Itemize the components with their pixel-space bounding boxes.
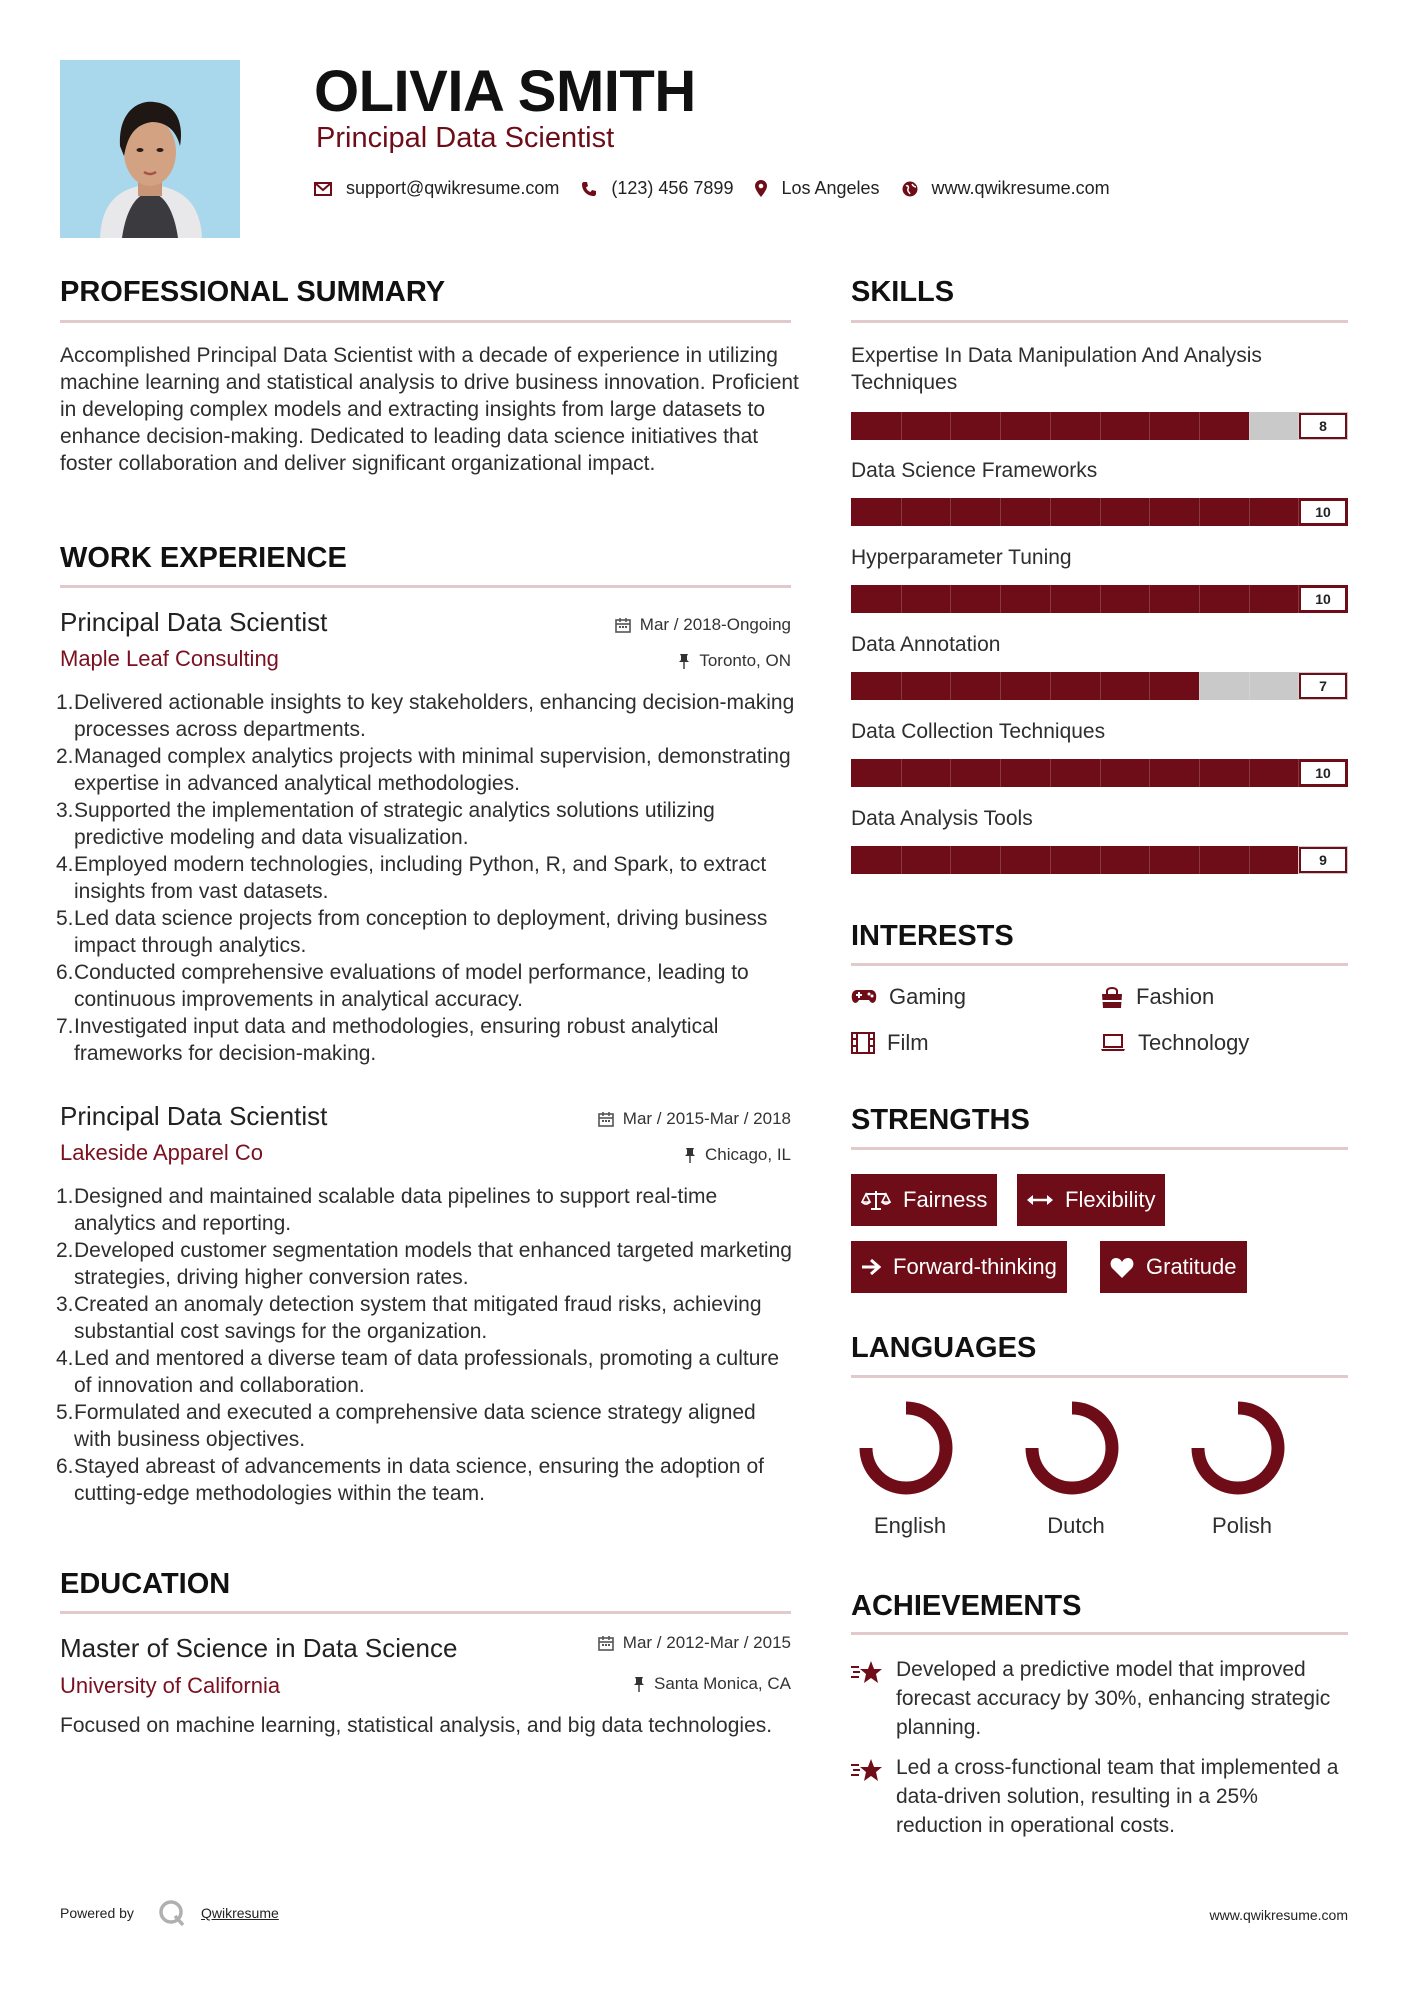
job-dates-text: Mar / 2015-Mar / 2018 — [622, 1109, 791, 1128]
job-title: Principal Data Scientist — [60, 607, 328, 637]
skill-bar-segment — [1149, 498, 1150, 526]
skill-label: Data Analysis Tools — [851, 807, 1033, 830]
summary-text: Accomplished Principal Data Scientist with a decade of experience in utilizing machine learning and statistical analysis to drive business innovation. Proficient in developing complex models and extracting insights from large datasets to enhance decision-making. Dedicated to leading data science initiatives that foster collaboration and deliver significant organizational impact. — [60, 344, 799, 475]
list-item: 6. Conducted comprehensive evaluations of model performance, leading to continuous improvements in analytical accuracy. — [56, 961, 749, 1011]
language-gauge — [856, 1398, 956, 1498]
pushpin-icon — [684, 1147, 696, 1163]
list-item: 1. Delivered actionable insights to key stakeholders, enhancing decision-making processes across departments. — [56, 691, 795, 741]
strength-label: Forward-thinking — [893, 1254, 1057, 1279]
skill-bar-segment — [1199, 585, 1200, 613]
shopping-bag-icon — [1100, 986, 1124, 1008]
interests-heading: INTERESTS — [851, 920, 1014, 952]
strengths-divider — [851, 1147, 1348, 1150]
footer-website[interactable]: www.qwikresume.com — [1209, 1907, 1348, 1923]
skill-bar-segment — [1050, 412, 1051, 440]
interest-label: Gaming — [889, 984, 967, 1009]
languages-divider — [851, 1375, 1348, 1378]
skill-bar — [851, 846, 1348, 874]
summary-heading: PROFESSIONAL SUMMARY — [60, 276, 446, 308]
skill-bar-segment — [1249, 759, 1250, 787]
skill-bar-segment — [1149, 759, 1150, 787]
skill-bar-segment — [1249, 585, 1250, 613]
skill-label: Data Collection Techniques — [851, 720, 1106, 743]
arrows-horizontal-icon — [1027, 1194, 1053, 1206]
skill-bar-segment — [1100, 759, 1101, 787]
phone-icon — [581, 181, 597, 197]
skill-bar-segment — [950, 412, 951, 440]
skill-bar-segment — [1100, 846, 1101, 874]
list-item: 6. Stayed abreast of advancements in data science, ensuring the adoption of cutting-edge methodologies within the team. — [56, 1455, 764, 1505]
achievements-heading: ACHIEVEMENTS — [851, 1590, 1082, 1622]
list-item: 4. Led and mentored a diverse team of data professionals, promoting a culture of innovation and collaboration. — [56, 1347, 780, 1397]
pushpin-icon — [678, 653, 690, 669]
list-item: 3. Supported the implementation of strategic analytics solutions utilizing predictive modeling and data visualization. — [56, 799, 715, 849]
skills-heading: SKILLS — [851, 276, 955, 308]
achievement-text: Led a cross-functional team that implemented a data-driven solution, resulting in a 25% reduction in operational costs. — [896, 1756, 1339, 1837]
skill-bar-segment — [1000, 412, 1001, 440]
list-item: 7. Investigated input data and methodologies, ensuring robust analytical frameworks for decision-making. — [56, 1015, 719, 1065]
strength-label: Gratitude — [1146, 1254, 1237, 1279]
laptop-icon — [1100, 1034, 1126, 1052]
skill-bar-segment — [901, 585, 902, 613]
language-gauge — [1188, 1398, 1288, 1498]
pushpin-icon — [633, 1676, 645, 1692]
skill-label: Data Annotation — [851, 633, 1001, 656]
skill-bar-segment — [1050, 672, 1051, 700]
film-icon — [851, 1032, 875, 1054]
language-gauge — [1022, 1398, 1122, 1498]
skill-bar-segment — [901, 846, 902, 874]
skill-score: 10 — [1299, 499, 1347, 525]
job-location-text: Toronto, ON — [699, 651, 791, 670]
globe-icon — [902, 181, 918, 197]
languages-heading: LANGUAGES — [851, 1332, 1037, 1364]
strength-chip — [1017, 1174, 1165, 1226]
strength-chip — [851, 1174, 997, 1226]
skill-bar — [851, 759, 1348, 787]
list-item: 5. Led data science projects from conception to deployment, driving business impact through analytics. — [56, 907, 768, 957]
list-item: 4. Employed modern technologies, including Python, R, and Spark, to extract insights from vast datasets. — [56, 853, 767, 903]
skill-bar-segment — [1149, 585, 1150, 613]
calendar-icon — [615, 617, 631, 633]
powered-by-label: Powered by — [60, 1905, 134, 1921]
skill-bar-segment — [1249, 498, 1250, 526]
gamepad-icon — [851, 989, 877, 1005]
interest-item — [1100, 1030, 1249, 1056]
skill-bar-segment — [1050, 759, 1051, 787]
achievements-divider — [851, 1632, 1348, 1635]
skill-label: Hyperparameter Tuning — [851, 546, 1072, 569]
list-item: 2. Developed customer segmentation models that enhanced targeted marketing strategies, driving higher conversion rates. — [56, 1239, 792, 1289]
job-bullets — [56, 1183, 796, 1507]
skill-bar-segment — [950, 498, 951, 526]
skill-bar-segment — [901, 759, 902, 787]
skill-bar-segment — [950, 759, 951, 787]
skill-bar-segment — [1050, 498, 1051, 526]
star-achievement-icon — [851, 1660, 883, 1686]
job-location-text: Chicago, IL — [705, 1145, 791, 1164]
skill-bar-segment — [1249, 672, 1250, 700]
qwikresume-logo-icon — [158, 1899, 186, 1927]
skill-score: 8 — [1299, 413, 1347, 439]
contact-bar — [314, 178, 1132, 199]
skill-bar-segment — [1050, 846, 1051, 874]
education-dates — [480, 1633, 791, 1653]
education-heading: EDUCATION — [60, 1568, 231, 1600]
interest-item — [851, 1030, 929, 1056]
skill-bar-segment — [1199, 412, 1200, 440]
job-dates — [480, 1109, 791, 1129]
summary-divider — [60, 320, 791, 323]
job-company: Lakeside Apparel Co — [60, 1140, 264, 1165]
contact-website[interactable] — [902, 178, 1110, 199]
education-divider — [60, 1611, 791, 1614]
skill-score: 7 — [1299, 673, 1347, 699]
skill-bar-segment — [901, 672, 902, 700]
interests-divider — [851, 963, 1348, 966]
skill-bar-segment — [1199, 759, 1200, 787]
skill-bar-segment — [1000, 672, 1001, 700]
strengths-heading: STRENGTHS — [851, 1104, 1030, 1136]
job-location — [480, 651, 791, 671]
arrow-right-icon — [861, 1258, 881, 1276]
language-label: Dutch — [1047, 1513, 1105, 1538]
language-label: Polish — [1212, 1513, 1272, 1538]
profile-photo — [60, 60, 240, 238]
skill-bar-segment — [1249, 846, 1250, 874]
skill-bar-segment — [1149, 672, 1150, 700]
skill-bar-segment — [901, 498, 902, 526]
contact-email-text: support@qwikresume.com — [346, 178, 560, 198]
language-gauge-arc — [1032, 1408, 1112, 1488]
education-school: University of California — [60, 1673, 281, 1698]
skill-bar-segment — [901, 412, 902, 440]
skill-bar-segment — [1000, 585, 1001, 613]
calendar-icon — [598, 1111, 614, 1127]
contact-phone-text: (123) 456 7899 — [611, 178, 734, 198]
skill-bar-segment — [1249, 412, 1250, 440]
job-bullets — [56, 689, 796, 1067]
education-description: Focused on machine learning, statistical analysis, and big data technologies. — [60, 1714, 773, 1737]
skill-bar-segment — [1050, 585, 1051, 613]
skill-label: Expertise In Data Manipulation And Analysis Techniques — [851, 344, 1262, 394]
contact-location-text: Los Angeles — [781, 178, 880, 198]
strength-label: Fairness — [903, 1187, 988, 1212]
skill-bar-segment — [1100, 672, 1101, 700]
education-degree: Master of Science in Data Science — [60, 1633, 458, 1663]
map-marker-icon — [755, 180, 767, 197]
contact-email[interactable] — [314, 178, 559, 199]
language-gauge-arc — [1198, 1408, 1278, 1488]
skill-bar-segment — [1000, 846, 1001, 874]
interest-label: Fashion — [1136, 984, 1215, 1009]
experience-divider — [60, 585, 791, 588]
calendar-icon — [598, 1635, 614, 1651]
skill-bar-segment — [1100, 498, 1101, 526]
job-title: Principal Data Scientist — [60, 1101, 328, 1131]
skill-bar — [851, 498, 1348, 526]
star-achievement-icon — [851, 1758, 883, 1784]
skill-bar-segment — [1000, 759, 1001, 787]
contact-location — [755, 178, 879, 199]
language-label: English — [873, 1513, 947, 1538]
skill-label: Data Science Frameworks — [851, 459, 1098, 482]
qwikresume-link[interactable]: Qwikresume — [201, 1905, 279, 1921]
skill-bar — [851, 412, 1348, 440]
skill-score: 10 — [1299, 760, 1347, 786]
job-company: Maple Leaf Consulting — [60, 646, 279, 671]
interest-item — [1100, 984, 1214, 1010]
experience-heading: WORK EXPERIENCE — [60, 542, 347, 574]
contact-phone[interactable] — [581, 178, 733, 199]
list-item: 1. Designed and maintained scalable data pipelines to support real-time analytics and reporting. — [56, 1185, 718, 1235]
skill-bar-segment — [1199, 846, 1200, 874]
skill-bar — [851, 672, 1348, 700]
skill-bar-segment — [950, 585, 951, 613]
skill-bar-segment — [1149, 846, 1150, 874]
candidate-title: Principal Data Scientist — [316, 122, 615, 154]
balance-scale-icon — [861, 1189, 891, 1211]
skill-bar-segment — [1199, 672, 1200, 700]
strength-chip — [851, 1241, 1067, 1293]
language-gauge-arc — [866, 1408, 946, 1488]
interest-label: Technology — [1138, 1030, 1250, 1055]
skill-bar — [851, 585, 1348, 613]
skill-bar-fill — [851, 672, 1199, 700]
skill-bar-segment — [1100, 585, 1101, 613]
skill-bar-segment — [1100, 412, 1101, 440]
skill-bar-fill — [851, 846, 1298, 874]
envelope-icon — [314, 182, 332, 196]
skill-bar-segment — [950, 672, 951, 700]
job-dates-text: Mar / 2018-Ongoing — [639, 615, 791, 634]
skill-bar-segment — [950, 846, 951, 874]
job-dates — [480, 615, 791, 635]
skill-bar-segment — [1149, 412, 1150, 440]
education-location — [480, 1674, 791, 1694]
achievement-text: Developed a predictive model that improved forecast accuracy by 30%, enhancing strategic planning. — [896, 1658, 1331, 1739]
list-item: 5. Formulated and executed a comprehensive data science strategy aligned with business objectives. — [56, 1401, 756, 1451]
skill-bar-segment — [1000, 498, 1001, 526]
education-dates-text: Mar / 2012-Mar / 2015 — [622, 1633, 791, 1652]
skill-score: 10 — [1299, 586, 1347, 612]
list-item: 2. Managed complex analytics projects with minimal supervision, demonstrating expertise in advanced analytical methodologies. — [56, 745, 791, 795]
heart-icon — [1110, 1257, 1134, 1278]
interest-item — [851, 984, 966, 1010]
skill-score: 9 — [1299, 847, 1347, 873]
strength-label: Flexibility — [1065, 1187, 1156, 1212]
candidate-name: OLIVIA SMITH — [314, 59, 696, 124]
portrait-image — [60, 60, 240, 238]
strength-chip — [1100, 1241, 1247, 1293]
education-location-text: Santa Monica, CA — [653, 1674, 791, 1693]
interest-label: Film — [887, 1030, 929, 1055]
list-item: 3. Created an anomaly detection system that mitigated fraud risks, achieving substantial cost savings for the organization. — [56, 1293, 762, 1343]
job-location — [480, 1145, 791, 1165]
skill-bar-segment — [1199, 498, 1200, 526]
contact-website-text: www.qwikresume.com — [931, 178, 1110, 198]
skills-divider — [851, 320, 1348, 323]
